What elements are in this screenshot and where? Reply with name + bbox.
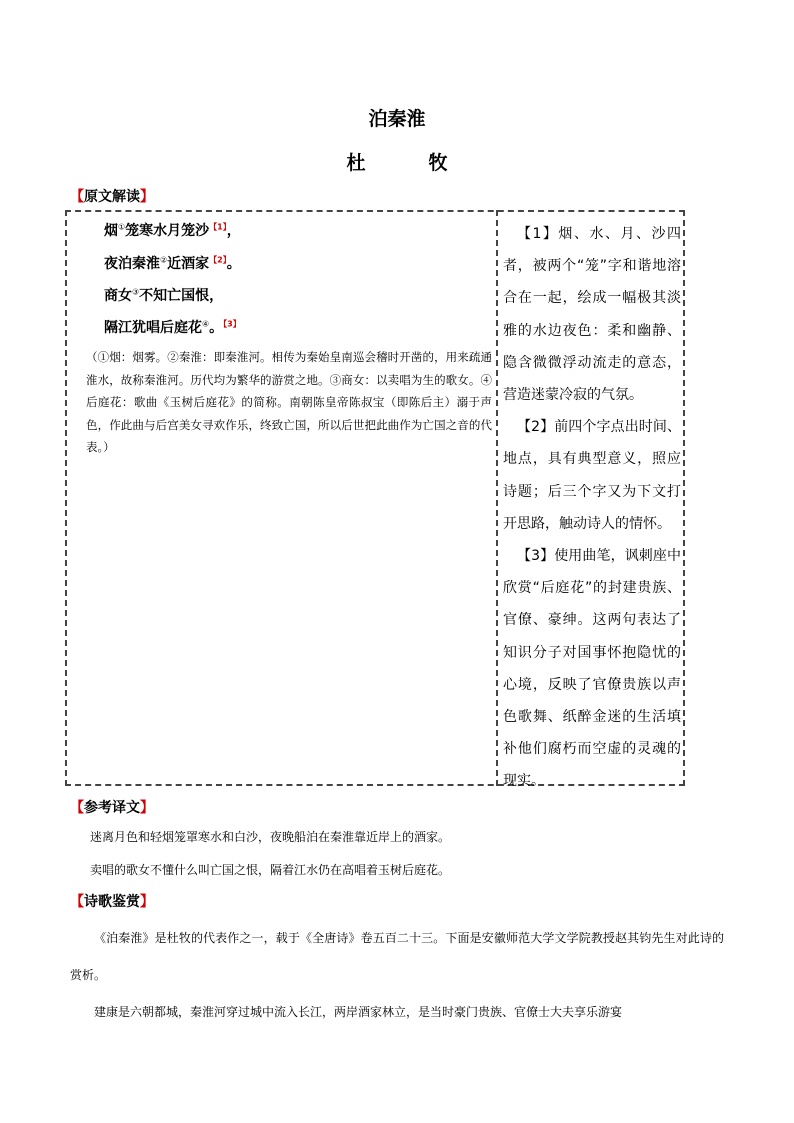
poem-notes: （①烟：烟雾。②秦淮：即秦淮河。相传为秦始皇南巡会稽时开凿的，用来疏通淮水，故称秦淮河。历代均为繁华的游赏之地。③商女：以卖唱为生的歌女。④后庭花：歌曲《玉树后庭花》的简称。南朝陈皇帝陈叔宝（即陈后主）溺于声色，作此曲与后宫美女寻欢作乐，终致亡国，所以后世把此曲作为亡国之音的代表。） — [86, 350, 492, 454]
commentary-ref: 【2】 — [209, 255, 227, 265]
section-appreciation-label: 诗歌鉴赏 — [84, 894, 140, 910]
page-title: 泊秦淮 — [368, 108, 426, 130]
section-original-label: 原文解读 — [84, 189, 140, 205]
note-marker: ④ — [202, 319, 210, 329]
poem-line — [104, 253, 241, 273]
poem-punct: 。 — [226, 256, 241, 272]
section-appreciation: 【诗歌鉴赏】 — [70, 894, 154, 910]
poem-line — [104, 317, 241, 337]
poem-line — [104, 285, 223, 305]
translation-line: 卖唱的歌女不懂什么叫亡国之恨，隔着江水仍在高唱着玉树后庭花。 — [90, 863, 451, 877]
note-marker: ② — [160, 255, 168, 265]
commentary-item: 【2】前四个字点出时间、地点，具有典型意义，照应诗题；后三个字又为下文打开思路，触动诗人的情怀。 — [503, 419, 681, 532]
poem-line — [104, 220, 241, 240]
commentary-column — [503, 218, 681, 798]
poem-text: 夜泊秦淮 — [104, 256, 160, 272]
poem-text: 近酒家 — [167, 256, 210, 272]
appreciation-paragraph: 《泊秦淮》是杜牧的代表作之一，载于《全唐诗》卷五百二十三。下面是安徽师范大学文学院教授赵其钧先生对此诗的赏析。 — [70, 931, 724, 982]
poem-text: 笼寒水月笼沙 — [125, 223, 210, 239]
note-marker: ③ — [132, 287, 140, 297]
author-name: 杜 牧 — [346, 152, 470, 174]
poem-text: 。 — [209, 320, 224, 336]
poem-text: 隔江犹唱后庭花 — [104, 320, 202, 336]
commentary-item: 【3】使用曲笔，讽刺座中欣赏“后庭花”的封建贵族、官僚、豪绅。这两句表达了知识分子对国事怀抱隐忧的心境，反映了官僚贵族以声色歌舞、纸醉金迷的生活填补他们腐朽而空虚的灵魂的现实。 — [503, 548, 681, 790]
poem-text: 烟 — [104, 223, 118, 239]
commentary-ref: 【1】 — [209, 222, 227, 232]
note-marker: ① — [118, 222, 126, 232]
commentary-item: 【1】烟、水、月、沙四者，被两个“笼”字和谐地溶合在一起，绘成一幅极其淡雅的水边夜色：柔和幽静、隐含微微浮动流走的意态，营造迷蒙冷寂的气氛。 — [503, 226, 681, 404]
commentary-ref: 【3】 — [223, 319, 241, 329]
poem-punct: ， — [226, 223, 241, 239]
translation-line: 迷离月色和轻烟笼罩寒水和白沙，夜晚船泊在秦淮靠近岸上的酒家。 — [90, 830, 451, 844]
appreciation-paragraph: 建康是六朝都城，秦淮河穿过城中流入长江，两岸酒家林立，是当时豪门贵族、官僚士大夫享乐游宴 — [94, 1005, 623, 1019]
section-translation-label: 参考译文 — [84, 800, 140, 816]
poem-text: 商女 — [104, 288, 132, 304]
section-translation: 【参考译文】 — [70, 800, 154, 816]
section-original: 【原文解读】 — [70, 189, 154, 205]
poem-text: 不知亡国恨， — [139, 288, 224, 304]
frame-divider — [496, 210, 498, 786]
